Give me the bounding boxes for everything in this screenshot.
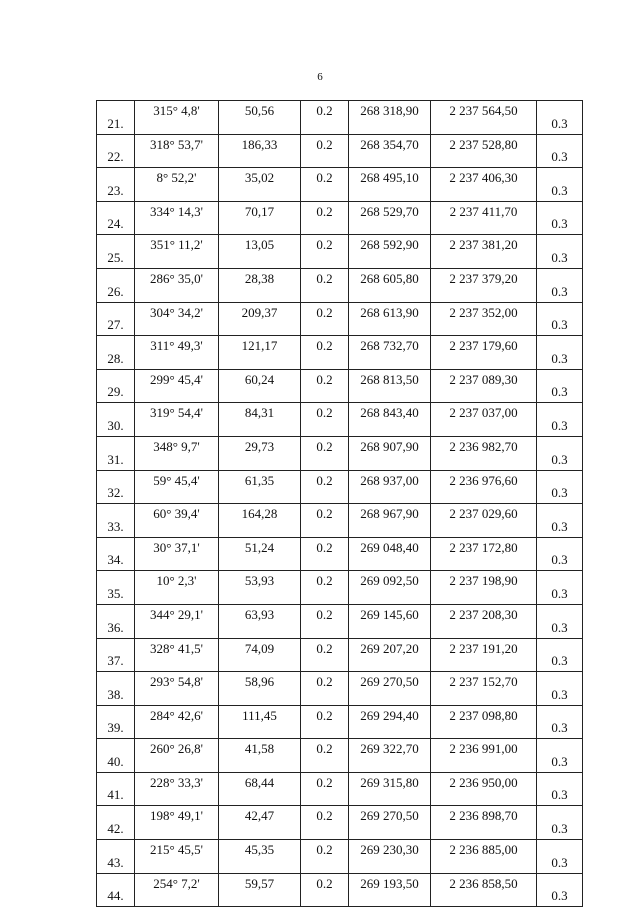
direction-angle-cell: 344° 29,1': [135, 604, 219, 638]
y-coordinate-cell: 2 236 898,70: [431, 806, 537, 840]
point-number-cell: 31.: [97, 436, 135, 470]
table-row: [97, 268, 583, 302]
accuracy-cell: 0.3: [537, 873, 583, 907]
x-coordinate-cell: 268 843,40: [349, 403, 431, 437]
x-coordinate-cell: 268 967,90: [349, 504, 431, 538]
tolerance-cell: 0.2: [301, 840, 349, 874]
y-coordinate-cell: 2 237 406,30: [431, 168, 537, 202]
y-coordinate-cell: 2 236 858,50: [431, 873, 537, 907]
direction-angle-cell: 8° 52,2': [135, 168, 219, 202]
table-row: [97, 369, 583, 403]
y-coordinate-cell: 2 237 191,20: [431, 638, 537, 672]
direction-angle-cell: 228° 33,3': [135, 772, 219, 806]
accuracy-cell: 0.3: [537, 504, 583, 538]
accuracy-cell: 0.3: [537, 604, 583, 638]
accuracy-cell: 0.3: [537, 134, 583, 168]
y-coordinate-cell: 2 237 098,80: [431, 705, 537, 739]
point-number-cell: 41.: [97, 772, 135, 806]
x-coordinate-cell: 269 294,40: [349, 705, 431, 739]
tolerance-cell: 0.2: [301, 101, 349, 135]
accuracy-cell: 0.3: [537, 840, 583, 874]
tolerance-cell: 0.2: [301, 336, 349, 370]
length-cell: 68,44: [219, 772, 301, 806]
tolerance-cell: 0.2: [301, 369, 349, 403]
tolerance-cell: 0.2: [301, 201, 349, 235]
table-row: [97, 537, 583, 571]
direction-angle-cell: 293° 54,8': [135, 672, 219, 706]
y-coordinate-cell: 2 236 976,60: [431, 470, 537, 504]
tolerance-cell: 0.2: [301, 806, 349, 840]
length-cell: 51,24: [219, 537, 301, 571]
length-cell: 58,96: [219, 672, 301, 706]
point-number-cell: 42.: [97, 806, 135, 840]
direction-angle-cell: 334° 14,3': [135, 201, 219, 235]
accuracy-cell: 0.3: [537, 302, 583, 336]
y-coordinate-cell: 2 237 381,20: [431, 235, 537, 269]
accuracy-cell: 0.3: [537, 201, 583, 235]
x-coordinate-cell: 269 315,80: [349, 772, 431, 806]
direction-angle-cell: 60° 39,4': [135, 504, 219, 538]
table-row: [97, 101, 583, 135]
direction-angle-cell: 284° 42,6': [135, 705, 219, 739]
y-coordinate-cell: 2 236 982,70: [431, 436, 537, 470]
y-coordinate-cell: 2 237 179,60: [431, 336, 537, 370]
tolerance-cell: 0.2: [301, 302, 349, 336]
x-coordinate-cell: 268 813,50: [349, 369, 431, 403]
length-cell: 84,31: [219, 403, 301, 437]
table-row: [97, 840, 583, 874]
tolerance-cell: 0.2: [301, 672, 349, 706]
table-row: [97, 302, 583, 336]
y-coordinate-cell: 2 237 037,00: [431, 403, 537, 437]
y-coordinate-cell: 2 237 528,80: [431, 134, 537, 168]
length-cell: 41,58: [219, 739, 301, 773]
point-number-cell: 37.: [97, 638, 135, 672]
point-number-cell: 35.: [97, 571, 135, 605]
accuracy-cell: 0.3: [537, 739, 583, 773]
table-row: [97, 705, 583, 739]
tolerance-cell: 0.2: [301, 436, 349, 470]
y-coordinate-cell: 2 237 089,30: [431, 369, 537, 403]
accuracy-cell: 0.3: [537, 806, 583, 840]
point-number-cell: 39.: [97, 705, 135, 739]
length-cell: 50,56: [219, 101, 301, 135]
length-cell: 121,17: [219, 336, 301, 370]
x-coordinate-cell: 269 048,40: [349, 537, 431, 571]
length-cell: 186,33: [219, 134, 301, 168]
x-coordinate-cell: 269 145,60: [349, 604, 431, 638]
y-coordinate-cell: 2 236 991,00: [431, 739, 537, 773]
x-coordinate-cell: 269 193,50: [349, 873, 431, 907]
accuracy-cell: 0.3: [537, 268, 583, 302]
table-row: [97, 571, 583, 605]
point-number-cell: 32.: [97, 470, 135, 504]
point-number-cell: 23.: [97, 168, 135, 202]
x-coordinate-cell: 268 732,70: [349, 336, 431, 370]
y-coordinate-cell: 2 237 208,30: [431, 604, 537, 638]
tolerance-cell: 0.2: [301, 403, 349, 437]
point-number-cell: 27.: [97, 302, 135, 336]
accuracy-cell: 0.3: [537, 403, 583, 437]
y-coordinate-cell: 2 237 172,80: [431, 537, 537, 571]
y-coordinate-cell: 2 237 564,50: [431, 101, 537, 135]
point-number-cell: 26.: [97, 268, 135, 302]
tolerance-cell: 0.2: [301, 604, 349, 638]
y-coordinate-cell: 2 237 411,70: [431, 201, 537, 235]
page-number: 6: [317, 71, 323, 83]
y-coordinate-cell: 2 237 029,60: [431, 504, 537, 538]
x-coordinate-cell: 269 207,20: [349, 638, 431, 672]
x-coordinate-cell: 268 613,90: [349, 302, 431, 336]
direction-angle-cell: 319° 54,4': [135, 403, 219, 437]
table-row: [97, 772, 583, 806]
y-coordinate-cell: 2 237 352,00: [431, 302, 537, 336]
length-cell: 29,73: [219, 436, 301, 470]
x-coordinate-cell: 268 354,70: [349, 134, 431, 168]
accuracy-cell: 0.3: [537, 571, 583, 605]
tolerance-cell: 0.2: [301, 268, 349, 302]
y-coordinate-cell: 2 237 379,20: [431, 268, 537, 302]
point-number-cell: 21.: [97, 101, 135, 135]
accuracy-cell: 0.3: [537, 672, 583, 706]
table-row: [97, 873, 583, 907]
x-coordinate-cell: 269 322,70: [349, 739, 431, 773]
point-number-cell: 29.: [97, 369, 135, 403]
tolerance-cell: 0.2: [301, 537, 349, 571]
direction-angle-cell: 215° 45,5': [135, 840, 219, 874]
table-row: [97, 638, 583, 672]
direction-angle-cell: 59° 45,4': [135, 470, 219, 504]
y-coordinate-cell: 2 237 152,70: [431, 672, 537, 706]
x-coordinate-cell: 269 270,50: [349, 672, 431, 706]
direction-angle-cell: 318° 53,7': [135, 134, 219, 168]
tolerance-cell: 0.2: [301, 772, 349, 806]
table-row: [97, 739, 583, 773]
accuracy-cell: 0.3: [537, 235, 583, 269]
x-coordinate-cell: 269 230,30: [349, 840, 431, 874]
direction-angle-cell: 10° 2,3': [135, 571, 219, 605]
length-cell: 63,93: [219, 604, 301, 638]
accuracy-cell: 0.3: [537, 436, 583, 470]
accuracy-cell: 0.3: [537, 101, 583, 135]
table-row: [97, 168, 583, 202]
y-coordinate-cell: 2 237 198,90: [431, 571, 537, 605]
direction-angle-cell: 30° 37,1': [135, 537, 219, 571]
x-coordinate-cell: 268 318,90: [349, 101, 431, 135]
accuracy-cell: 0.3: [537, 705, 583, 739]
length-cell: 164,28: [219, 504, 301, 538]
direction-angle-cell: 286° 35,0': [135, 268, 219, 302]
length-cell: 53,93: [219, 571, 301, 605]
point-number-cell: 25.: [97, 235, 135, 269]
length-cell: 28,38: [219, 268, 301, 302]
table-row: [97, 436, 583, 470]
table-row: [97, 336, 583, 370]
y-coordinate-cell: 2 236 885,00: [431, 840, 537, 874]
point-number-cell: 24.: [97, 201, 135, 235]
length-cell: 13,05: [219, 235, 301, 269]
direction-angle-cell: 299° 45,4': [135, 369, 219, 403]
direction-angle-cell: 254° 7,2': [135, 873, 219, 907]
table-body: [97, 101, 583, 907]
tolerance-cell: 0.2: [301, 873, 349, 907]
point-number-cell: 30.: [97, 403, 135, 437]
accuracy-cell: 0.3: [537, 638, 583, 672]
x-coordinate-cell: 269 270,50: [349, 806, 431, 840]
x-coordinate-cell: 268 907,90: [349, 436, 431, 470]
table-row: [97, 134, 583, 168]
tolerance-cell: 0.2: [301, 638, 349, 672]
x-coordinate-cell: 268 592,90: [349, 235, 431, 269]
accuracy-cell: 0.3: [537, 168, 583, 202]
direction-angle-cell: 198° 49,1': [135, 806, 219, 840]
accuracy-cell: 0.3: [537, 336, 583, 370]
point-number-cell: 33.: [97, 504, 135, 538]
y-coordinate-cell: 2 236 950,00: [431, 772, 537, 806]
table-row: [97, 806, 583, 840]
accuracy-cell: 0.3: [537, 537, 583, 571]
table-row: [97, 604, 583, 638]
point-number-cell: 44.: [97, 873, 135, 907]
accuracy-cell: 0.3: [537, 772, 583, 806]
length-cell: 61,35: [219, 470, 301, 504]
tolerance-cell: 0.2: [301, 235, 349, 269]
length-cell: 70,17: [219, 201, 301, 235]
tolerance-cell: 0.2: [301, 571, 349, 605]
x-coordinate-cell: 269 092,50: [349, 571, 431, 605]
length-cell: 59,57: [219, 873, 301, 907]
length-cell: 45,35: [219, 840, 301, 874]
accuracy-cell: 0.3: [537, 369, 583, 403]
length-cell: 35,02: [219, 168, 301, 202]
direction-angle-cell: 315° 4,8': [135, 101, 219, 135]
direction-angle-cell: 304° 34,2': [135, 302, 219, 336]
x-coordinate-cell: 268 529,70: [349, 201, 431, 235]
table-row: [97, 235, 583, 269]
table-row: [97, 201, 583, 235]
tolerance-cell: 0.2: [301, 470, 349, 504]
coordinates-table: [96, 100, 583, 907]
direction-angle-cell: 311° 49,3': [135, 336, 219, 370]
point-number-cell: 40.: [97, 739, 135, 773]
point-number-cell: 43.: [97, 840, 135, 874]
tolerance-cell: 0.2: [301, 134, 349, 168]
x-coordinate-cell: 268 937,00: [349, 470, 431, 504]
length-cell: 209,37: [219, 302, 301, 336]
accuracy-cell: 0.3: [537, 470, 583, 504]
tolerance-cell: 0.2: [301, 168, 349, 202]
direction-angle-cell: 348° 9,7': [135, 436, 219, 470]
point-number-cell: 28.: [97, 336, 135, 370]
direction-angle-cell: 351° 11,2': [135, 235, 219, 269]
tolerance-cell: 0.2: [301, 504, 349, 538]
tolerance-cell: 0.2: [301, 739, 349, 773]
tolerance-cell: 0.2: [301, 705, 349, 739]
length-cell: 42,47: [219, 806, 301, 840]
x-coordinate-cell: 268 605,80: [349, 268, 431, 302]
point-number-cell: 36.: [97, 604, 135, 638]
direction-angle-cell: 328° 41,5': [135, 638, 219, 672]
length-cell: 74,09: [219, 638, 301, 672]
x-coordinate-cell: 268 495,10: [349, 168, 431, 202]
length-cell: 60,24: [219, 369, 301, 403]
length-cell: 111,45: [219, 705, 301, 739]
table-row: [97, 403, 583, 437]
table-row: [97, 504, 583, 538]
point-number-cell: 38.: [97, 672, 135, 706]
point-number-cell: 34.: [97, 537, 135, 571]
table-row: [97, 672, 583, 706]
point-number-cell: 22.: [97, 134, 135, 168]
table-row: [97, 470, 583, 504]
direction-angle-cell: 260° 26,8': [135, 739, 219, 773]
